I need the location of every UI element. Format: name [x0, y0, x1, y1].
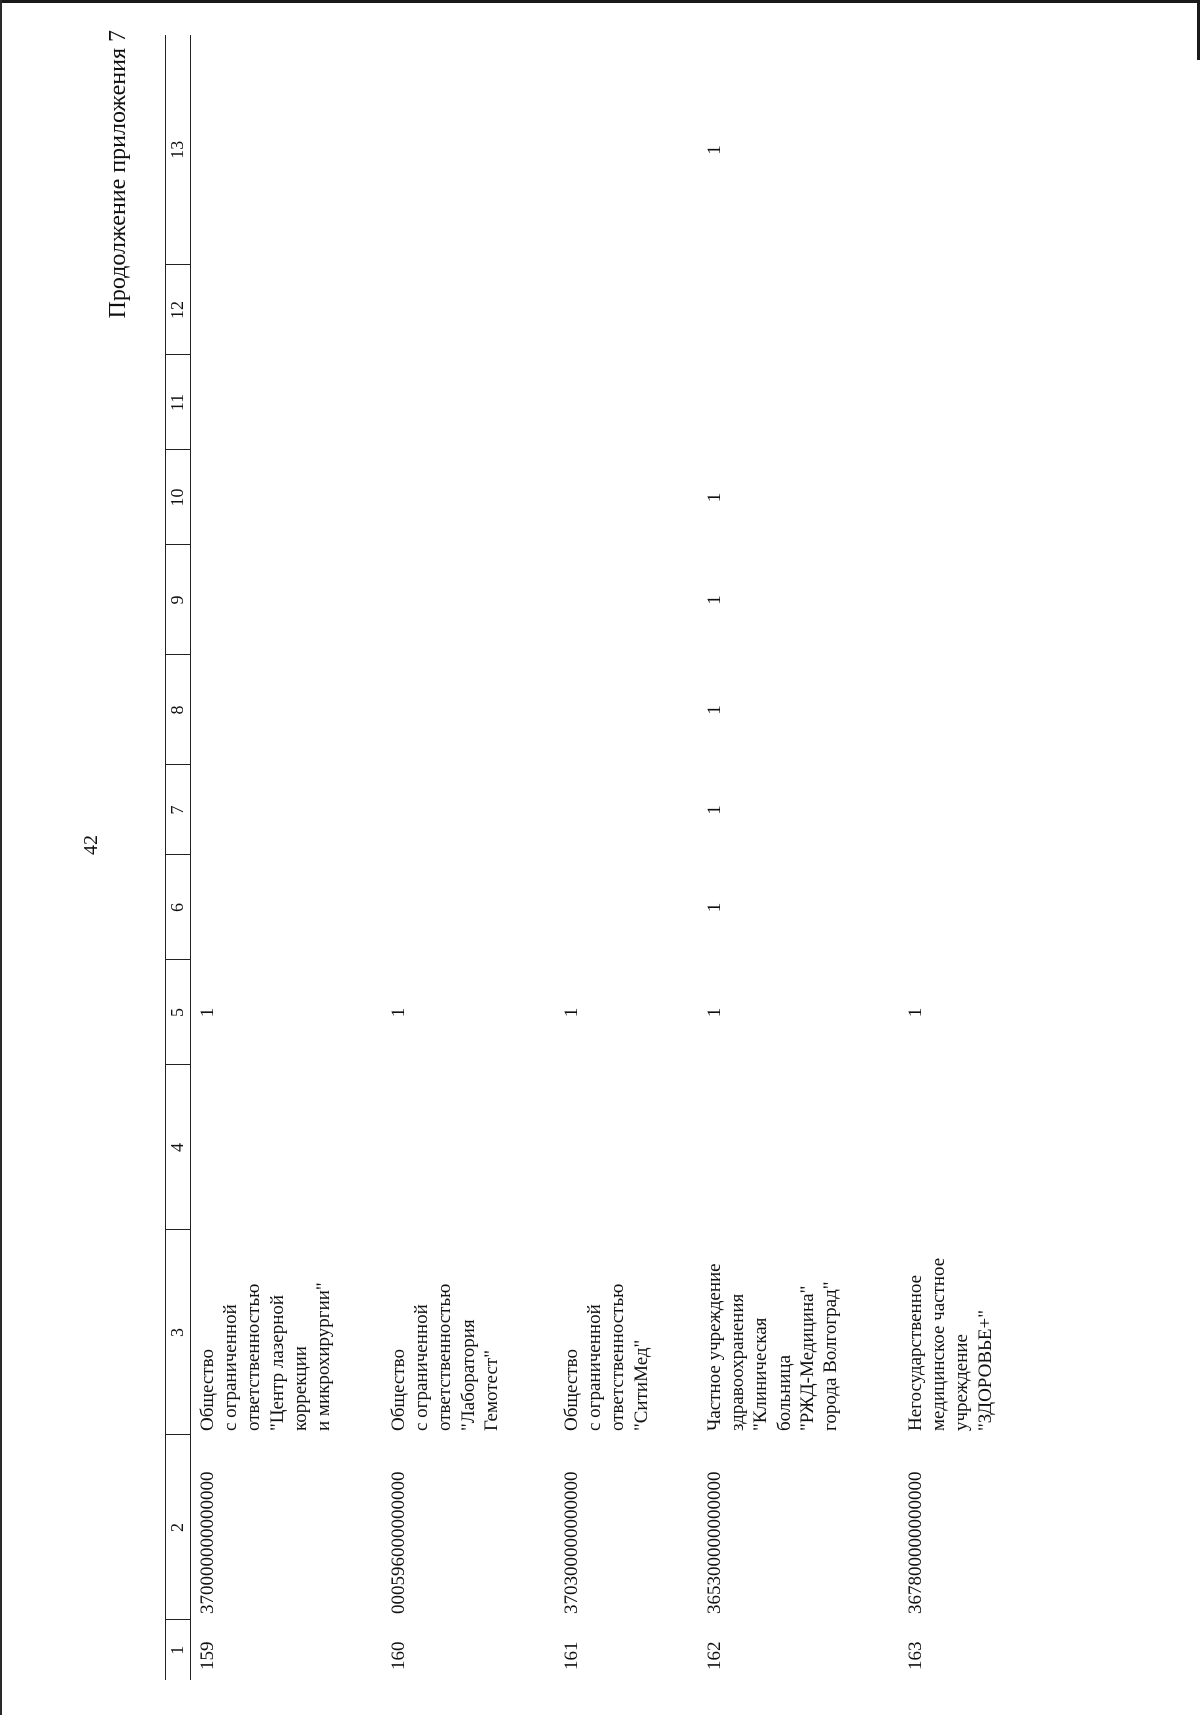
mark-cell-col5: 1 [197, 1007, 218, 1018]
mark-cell-col4 [382, 1065, 555, 1230]
organization-name-line: с ограниченной [584, 1304, 606, 1431]
mark-cell-col12 [698, 265, 899, 355]
organization-name-line: Общество [197, 1348, 218, 1431]
mark-cell-col9 [899, 545, 1054, 655]
row-number: 162 [704, 1641, 725, 1670]
organization-name-line: медицинское частное [928, 1257, 950, 1431]
mark-cell-col6 [382, 855, 555, 960]
mark-cell-col11 [899, 355, 1054, 450]
mark-cell-col9: 1 [704, 595, 725, 605]
column-header: 9 [166, 545, 191, 655]
mark-cell-col8 [191, 655, 383, 765]
mark-cell-col12 [191, 265, 383, 355]
mark-cell-col4 [555, 1065, 698, 1230]
page-number: 42 [80, 835, 102, 855]
appendix-table [165, 35, 1054, 1680]
mark-cell-col10 [382, 450, 555, 545]
organization-name-line: "Лаборатория [457, 1319, 479, 1431]
organization-name-line: Частное учреждение [704, 1263, 725, 1431]
organization-name [382, 1230, 555, 1435]
mark-cell-col5: 1 [561, 1007, 582, 1018]
column-number-header-row [166, 35, 191, 1680]
mark-cell-col4 [191, 1065, 383, 1230]
column-header: 6 [166, 855, 191, 960]
organization-code: 367800000000000 [905, 1471, 926, 1614]
mark-cell-col9 [555, 545, 698, 655]
mark-cell-col7 [555, 765, 698, 855]
organization-name-line: здравоохранения [727, 1293, 749, 1431]
organization-name-line: и микрохирургии" [312, 1282, 334, 1431]
organization-name-line: "Клиническая [750, 1317, 772, 1431]
organization-name-line: с ограниченной [411, 1304, 433, 1431]
mark-cell-col7 [382, 765, 555, 855]
row-number: 159 [197, 1641, 218, 1670]
table-row [382, 35, 555, 1680]
mark-cell-col12 [555, 265, 698, 355]
row-number: 160 [388, 1641, 409, 1670]
mark-cell-col13 [191, 35, 383, 265]
organization-name-line: Общество [561, 1348, 582, 1431]
mark-cell-col4 [899, 1065, 1054, 1230]
column-header: 13 [166, 35, 191, 265]
organization-name-line: больница [773, 1355, 795, 1431]
organization-name [899, 1230, 1054, 1435]
row-number: 163 [905, 1641, 926, 1670]
mark-cell-col5: 1 [388, 1007, 409, 1018]
mark-cell-col4 [698, 1065, 899, 1230]
organization-name-line: "СитиМед" [630, 1339, 652, 1431]
organization-name-line: "Центр лазерной [266, 1294, 288, 1431]
column-header: 12 [166, 265, 191, 355]
mark-cell-col6 [191, 855, 383, 960]
mark-cell-col7: 1 [704, 805, 725, 815]
mark-cell-col12 [899, 265, 1054, 355]
organization-name-line: Негосударственное [905, 1274, 926, 1431]
table-row [698, 35, 899, 1680]
organization-name-line: ответственностью [434, 1283, 456, 1431]
mark-cell-col10: 1 [704, 492, 725, 503]
organization-name-line: Гемотест" [480, 1350, 502, 1431]
column-header: 1 [166, 1620, 191, 1680]
column-header: 4 [166, 1065, 191, 1230]
organization-name [698, 1230, 899, 1435]
mark-cell-col11 [698, 355, 899, 450]
row-number: 161 [561, 1641, 582, 1670]
mark-cell-col10 [555, 450, 698, 545]
organization-name-line: учреждение [951, 1334, 973, 1431]
organization-name-line: ответственностью [607, 1283, 629, 1431]
table-row [899, 35, 1054, 1680]
organization-code: 370000000000000 [197, 1471, 218, 1614]
organization-name-line: с ограниченной [220, 1304, 242, 1431]
organization-name-line: Общество [388, 1348, 409, 1431]
organization-name [191, 1230, 383, 1435]
organization-name [555, 1230, 698, 1435]
mark-cell-col7 [191, 765, 383, 855]
column-header: 7 [166, 765, 191, 855]
appendix-continuation-heading: Продолжение приложения 7 [105, 30, 131, 319]
mark-cell-col8 [382, 655, 555, 765]
organization-code: 000596000000000 [388, 1471, 409, 1614]
column-header: 8 [166, 655, 191, 765]
organization-code: 370300000000000 [561, 1471, 582, 1614]
mark-cell-col6: 1 [704, 902, 725, 913]
column-header: 5 [166, 960, 191, 1065]
table-row [555, 35, 698, 1680]
mark-cell-col5: 1 [704, 1007, 725, 1018]
column-header: 3 [166, 1230, 191, 1435]
column-header: 11 [166, 355, 191, 450]
organization-name-line: "РЖД-Медицина" [796, 1285, 818, 1431]
mark-cell-col6 [555, 855, 698, 960]
mark-cell-col6 [899, 855, 1054, 960]
mark-cell-col13: 1 [704, 145, 725, 155]
mark-cell-col10 [191, 450, 383, 545]
mark-cell-col11 [555, 355, 698, 450]
mark-cell-col8 [899, 655, 1054, 765]
organization-name-line: "ЗДОРОВЬЕ+" [974, 1310, 996, 1431]
mark-cell-col13 [899, 35, 1054, 265]
mark-cell-col7 [899, 765, 1054, 855]
column-header: 2 [166, 1435, 191, 1620]
organization-name-line: ответственностью [243, 1283, 265, 1431]
mark-cell-col13 [382, 35, 555, 265]
mark-cell-col9 [191, 545, 383, 655]
mark-cell-col12 [382, 265, 555, 355]
mark-cell-col11 [191, 355, 383, 450]
mark-cell-col10 [899, 450, 1054, 545]
mark-cell-col5: 1 [905, 1007, 926, 1018]
column-header: 10 [166, 450, 191, 545]
mark-cell-col13 [555, 35, 698, 265]
organization-name-line: коррекции [289, 1346, 311, 1431]
mark-cell-col8 [555, 655, 698, 765]
organization-name-line: города Волгоград" [819, 1281, 841, 1431]
table-row [191, 35, 383, 1680]
mark-cell-col8: 1 [704, 705, 725, 715]
mark-cell-col9 [382, 545, 555, 655]
mark-cell-col11 [382, 355, 555, 450]
organization-code: 365300000000000 [704, 1471, 725, 1614]
